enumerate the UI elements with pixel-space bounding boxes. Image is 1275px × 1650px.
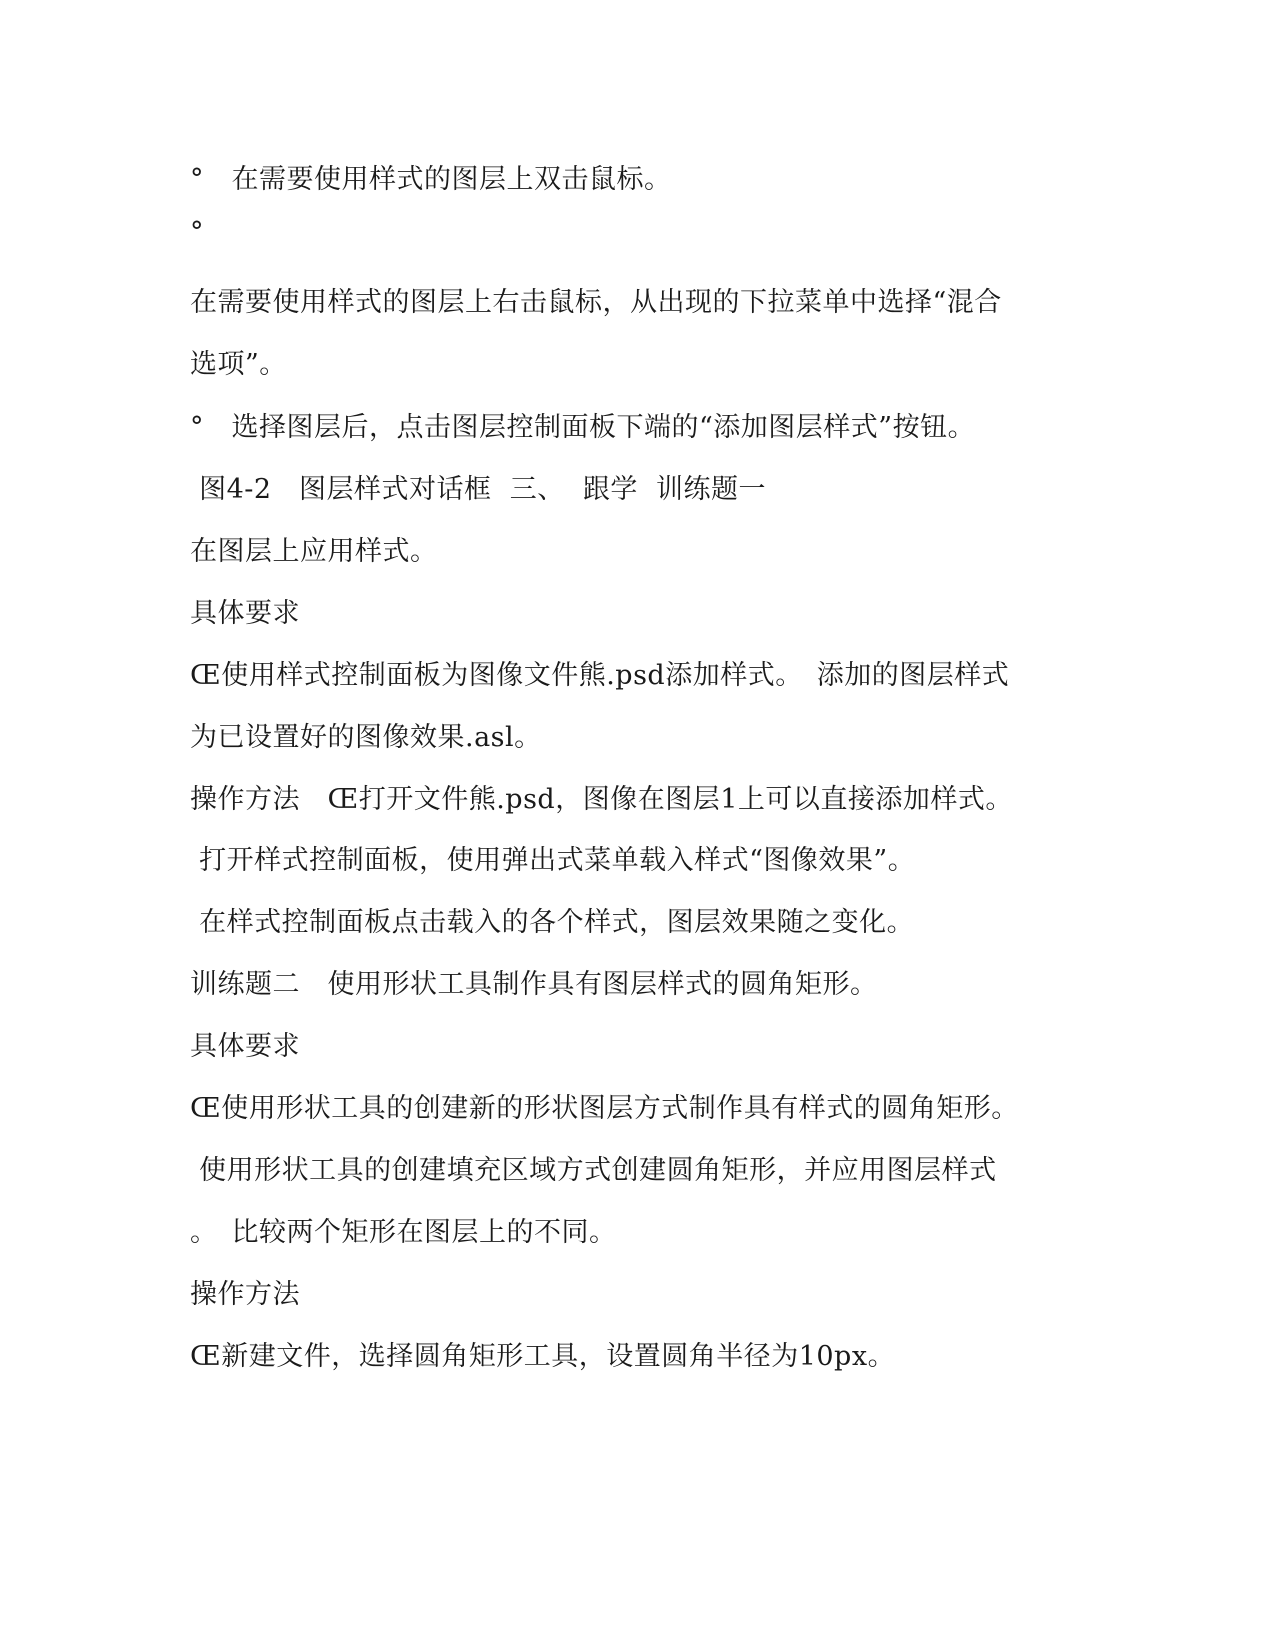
- text-line-10: 为已设置好的图像效果.asl。: [190, 722, 542, 753]
- text-line-15: 具体要求: [190, 1031, 300, 1062]
- text-line-8: 具体要求: [190, 598, 300, 629]
- text-line-18: 。 比较两个矩形在图层上的不同。: [190, 1217, 617, 1248]
- text-line-11: 操作方法 Œ打开文件熊.psd，图像在图层1上可以直接添加样式。: [190, 784, 1013, 815]
- text-line-1: ° 在需要使用样式的图层上双击鼠标。: [190, 164, 672, 195]
- text-line-6: 图4-2 图层样式对话框 三、 跟学 训练题一: [190, 474, 767, 505]
- text-line-5: ° 选择图层后，点击图层控制面板下端的“添加图层样式”按钮。: [190, 412, 976, 443]
- text-line-16: Œ使用形状工具的创建新的形状图层方式制作具有样式的圆角矩形。: [190, 1093, 1019, 1124]
- text-line-20: Œ新建文件，选择圆角矩形工具，设置圆角半径为10px。: [190, 1341, 896, 1372]
- text-line-3: 在需要使用样式的图层上右击鼠标，从出现的下拉菜单中选择“混合: [190, 287, 1002, 318]
- text-line-4: 选项”。: [190, 349, 287, 380]
- text-line-9: Œ使用样式控制面板为图像文件熊.psd添加样式。 添加的图层样式: [190, 660, 1010, 691]
- text-line-12: 打开样式控制面板，使用弹出式菜单载入样式“图像效果”。: [190, 845, 916, 876]
- text-line-13: 在样式控制面板点击载入的各个样式，图层效果随之变化。: [190, 907, 915, 938]
- text-line-17: 使用形状工具的创建填充区域方式创建圆角矩形，并应用图层样式: [190, 1155, 997, 1186]
- text-line-19: 操作方法: [190, 1279, 300, 1310]
- text-line-2: °: [190, 217, 204, 248]
- text-line-7: 在图层上应用样式。: [190, 536, 438, 567]
- text-line-14: 训练题二 使用形状工具制作具有图层样式的圆角矩形。: [190, 969, 878, 1000]
